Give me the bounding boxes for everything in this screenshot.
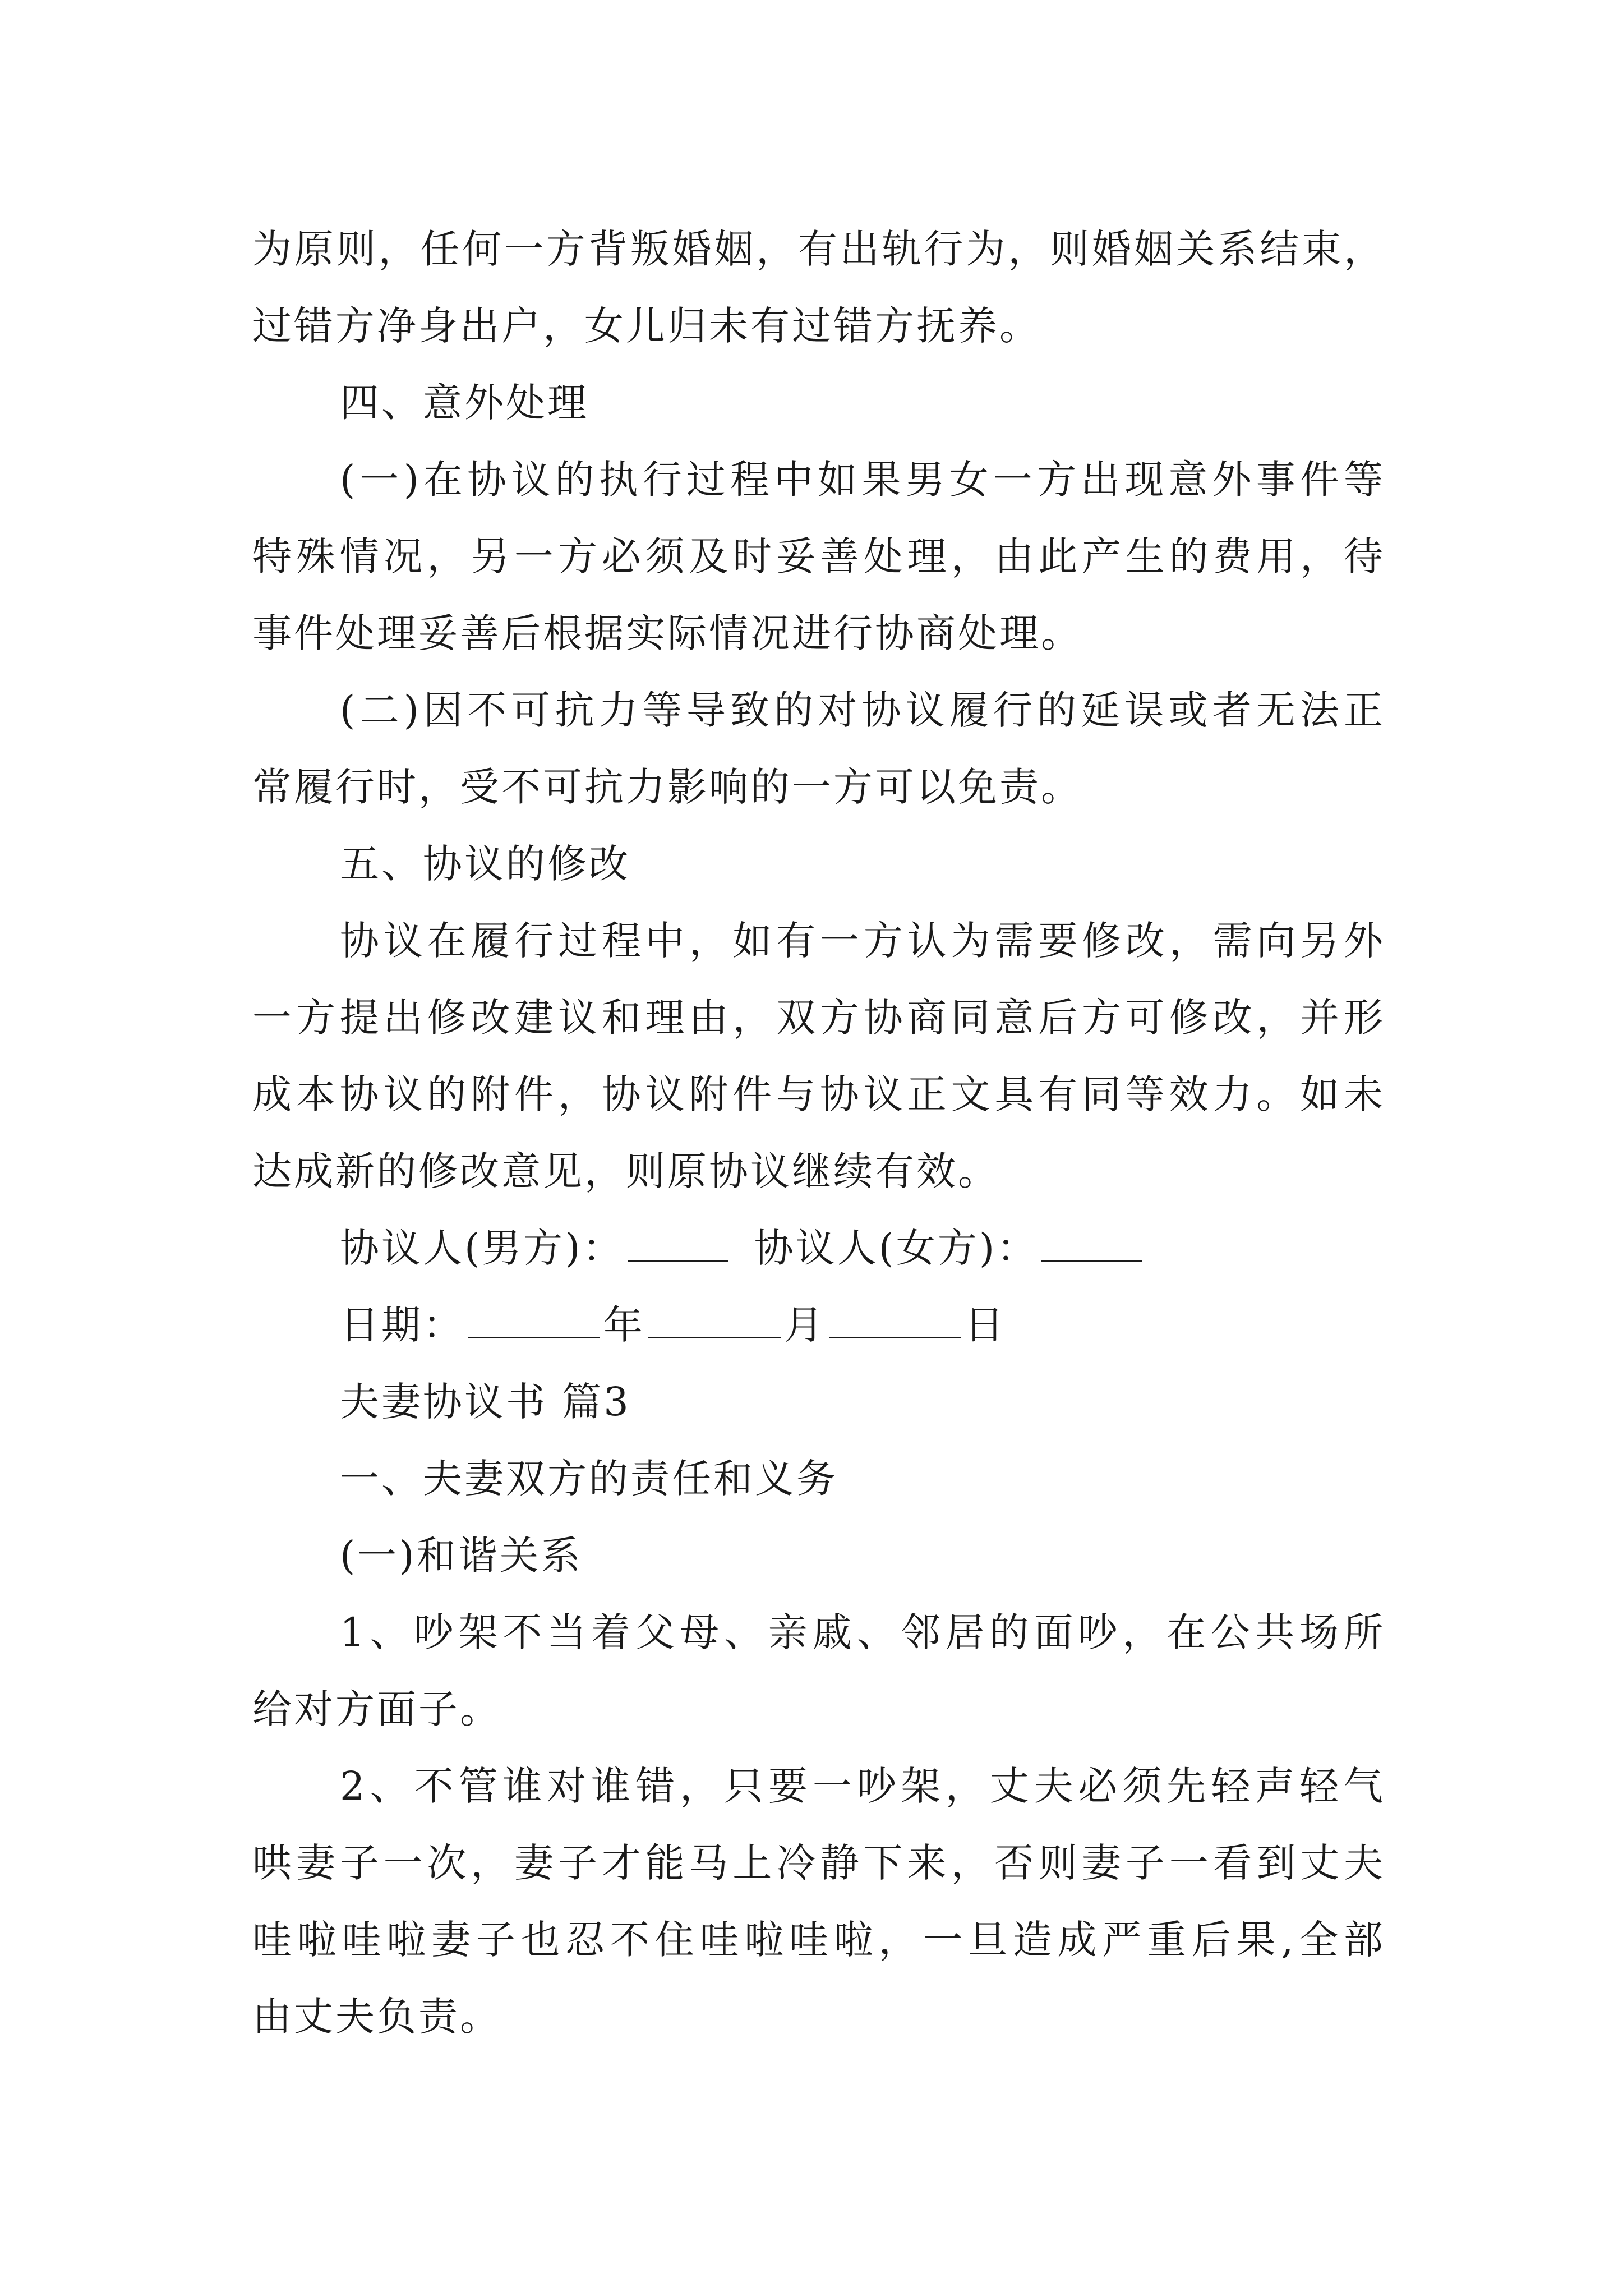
female-signature-blank[interactable] bbox=[1041, 1228, 1142, 1262]
year-label: 年 bbox=[603, 1302, 645, 1348]
text-line: 由丈夫负责。 bbox=[252, 1994, 501, 2040]
text-line: 1、吵架不当着父母、亲戚、邻居的面吵，在公共场所 bbox=[340, 1609, 1385, 1655]
date-label: 日期： bbox=[340, 1302, 464, 1348]
day-label: 日 bbox=[965, 1302, 1006, 1348]
year-blank[interactable] bbox=[468, 1305, 600, 1338]
text-line: 为原则，任何一方背叛婚姻，有出轨行为，则婚姻关系结束， bbox=[252, 226, 1385, 272]
male-signatory-label: 协议人(男方)： bbox=[340, 1225, 624, 1271]
text-line: 2、不管谁对谁错，只要一吵架，丈夫必须先轻声轻气 bbox=[340, 1763, 1385, 1809]
text-line: 哄妻子一次，妻子才能马上冷静下来，否则妻子一看到丈夫 bbox=[252, 1840, 1385, 1886]
male-signature-blank[interactable] bbox=[628, 1228, 728, 1262]
document-title: 夫妻协议书 篇3 bbox=[340, 1379, 631, 1425]
text-line: 一方提出修改建议和理由，双方协商同意后方可修改，并形 bbox=[252, 995, 1385, 1041]
text-line: 给对方面子。 bbox=[252, 1686, 501, 1732]
text-line: 特殊情况，另一方必须及时妥善处理，由此产生的费用，待 bbox=[252, 533, 1385, 579]
date-line bbox=[252, 1287, 1385, 1364]
text-line: 事件处理妥善后根据实际情况进行协商处理。 bbox=[252, 610, 1082, 656]
text-line: 过错方净身出户，女儿归未有过错方抚养。 bbox=[252, 303, 1041, 349]
text-line: (二)因不可抗力等导致的对协议履行的延误或者无法正 bbox=[340, 687, 1385, 733]
section-heading: 五、协议的修改 bbox=[340, 841, 630, 887]
text-line: 常履行时，受不可抗力影响的一方可以免责。 bbox=[252, 764, 1082, 810]
signature-line bbox=[252, 1210, 1385, 1287]
text-line: 成本协议的附件，协议附件与协议正文具有同等效力。如未 bbox=[252, 1071, 1385, 1117]
month-blank[interactable] bbox=[648, 1305, 781, 1338]
text-line: (一)在协议的执行过程中如果男女一方出现意外事件等 bbox=[340, 457, 1385, 503]
female-signatory-label: 协议人(女方)： bbox=[754, 1225, 1039, 1271]
document-body bbox=[252, 211, 1385, 2055]
text-line: 协议在履行过程中，如有一方认为需要修改，需向另外 bbox=[340, 918, 1385, 964]
day-blank[interactable] bbox=[829, 1305, 961, 1338]
section-heading: 一、夫妻双方的责任和义务 bbox=[340, 1456, 838, 1502]
text-line: 哇啦哇啦妻子也忍不住哇啦哇啦，一旦造成严重后果,全部 bbox=[252, 1917, 1385, 1963]
subsection-heading: (一)和谐关系 bbox=[340, 1533, 583, 1579]
text-line: 达成新的修改意见，则原协议继续有效。 bbox=[252, 1148, 999, 1194]
month-label: 月 bbox=[784, 1302, 826, 1348]
section-heading: 四、意外处理 bbox=[340, 380, 589, 426]
